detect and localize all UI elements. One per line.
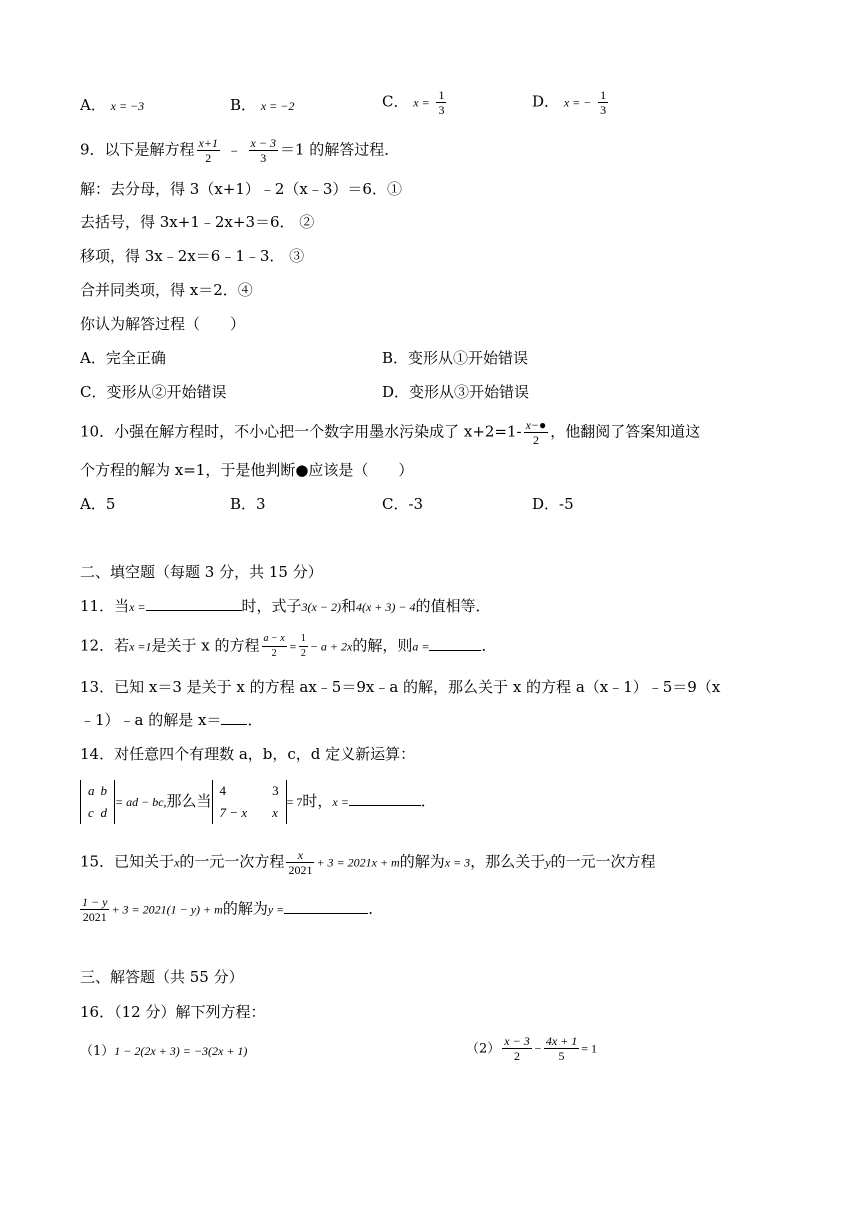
q13-line1: 13．已知 x＝3 是关于 x 的方程 ax﹣5＝9x﹣a 的解，那么关于 x 的方程 a（x﹣1）﹣5＝9（x bbox=[80, 678, 721, 696]
fraction: $\frac{x-●}{2}$ bbox=[525, 418, 547, 447]
section-2-heading: 二、填空题（每题 3 分，共 15 分） bbox=[80, 563, 323, 581]
q9-step-2: 去括号，得 3x+1﹣2x+3＝6． ② bbox=[80, 213, 315, 231]
fraction: $\frac{x - 3}{2}$ bbox=[504, 1034, 530, 1063]
q9-option-d: D．变形从③开始错误 bbox=[382, 383, 530, 401]
q10-option-c: C．-3 bbox=[382, 495, 424, 513]
q11: 11．当x = 时，式子3(x − 2)和4(x + 3) − 4的值相等． bbox=[80, 597, 491, 615]
q12: 12．若x =1是关于 x 的方程 $\frac{a - x}{2}$ = $\frac{1}{2}$ − a + 2x的解，则a = ． bbox=[80, 633, 497, 659]
q8-option-c: C． x = $\frac{1}{3}$ bbox=[382, 88, 445, 117]
q9-step-4: 合并同类项，得 x＝2．④ bbox=[80, 281, 253, 299]
q14-line1: 14．对任意四个有理数 a，b，c，d 定义新运算： bbox=[80, 745, 416, 763]
fraction: $\frac{1}{2}$ bbox=[300, 633, 306, 659]
q16-part-1: （1）1 − 2(2x + 3) = −3(2x + 1) bbox=[80, 1044, 248, 1059]
fraction: $\frac{x - 3}{3}$ bbox=[250, 136, 276, 165]
answer-blank[interactable] bbox=[349, 791, 421, 806]
q16-part-2: （2） $\frac{x - 3}{2}$ − $\frac{4x + 1}{5}$ = 1 bbox=[466, 1034, 598, 1063]
fraction: $\frac{x+1}{2}$ bbox=[198, 136, 218, 165]
q9-step-1: 解：去分母，得 3（x+1）﹣2（x﹣3）＝6．① bbox=[80, 180, 402, 198]
q9-option-b: B．变形从①开始错误 bbox=[382, 349, 529, 367]
determinant-example: 4 3 7 − x x bbox=[212, 780, 287, 824]
fraction: $\frac{1}{3}$ bbox=[438, 88, 445, 117]
q14-line2: a b c d = ad − bc,那么当 4 3 7 − x x = 7时，x = ． bbox=[80, 780, 436, 824]
q9-step-3: 移项，得 3x﹣2x＝6﹣1﹣3． ③ bbox=[80, 247, 305, 265]
answer-blank[interactable] bbox=[429, 636, 481, 651]
q15-line1: 15．已知关于x的一元一次方程 $\frac{x}{2021}$ + 3 = 2021x + m的解为x = 3，那么关于y的一元一次方程 bbox=[80, 848, 656, 877]
fraction: $\frac{1 - y}{2021}$ bbox=[82, 895, 108, 924]
fraction: $\frac{4x + 1}{5}$ bbox=[545, 1034, 578, 1063]
q9-stem: 9．以下是解方程 $\frac{x+1}{2}$ ﹣ $\frac{x - 3}{3}$ ＝1 的解答过程． bbox=[80, 136, 400, 165]
fraction: $\frac{1}{3}$ bbox=[600, 88, 607, 117]
q10-option-a: A．5 bbox=[80, 495, 116, 513]
q10-option-b: B．3 bbox=[230, 495, 266, 513]
q9-question: 你认为解答过程（ ） bbox=[80, 315, 246, 333]
answer-blank[interactable] bbox=[221, 710, 247, 725]
q10-stem-line1: 10．小强在解方程时，不小心把一个数字用墨水污染成了 x+2=1- $\frac{x-●}{2}$ ，他翻阅了答案知道这 bbox=[80, 418, 701, 447]
fraction: $\frac{x}{2021}$ bbox=[288, 848, 313, 877]
q8-option-d: D． x = − $\frac{1}{3}$ bbox=[532, 88, 607, 117]
fraction: $\frac{a - x}{2}$ bbox=[263, 633, 285, 659]
q9-option-a: A．完全正确 bbox=[80, 349, 166, 367]
q8-option-b: B． x = −2 bbox=[230, 96, 295, 114]
q10-option-d: D．-5 bbox=[532, 495, 574, 513]
q16-head: 16．（12 分）解下列方程： bbox=[80, 1003, 266, 1021]
q10-stem-line2: 个方程的解为 x=1，于是他判断●应该是（ ） bbox=[80, 461, 414, 479]
q13-line2: ﹣1）﹣a 的解是 x＝ ． bbox=[80, 711, 263, 729]
answer-blank[interactable] bbox=[146, 596, 242, 611]
q8-option-a: A． x = −3 bbox=[80, 96, 145, 114]
answer-blank[interactable] bbox=[284, 899, 368, 914]
determinant-definition: a b c d bbox=[80, 780, 115, 824]
q15-line2: $\frac{1 - y}{2021}$ + 3 = 2021(1 − y) + m的解为y = ． bbox=[82, 895, 384, 924]
section-3-heading: 三、解答题（共 55 分） bbox=[80, 968, 244, 986]
q9-option-c: C．变形从②开始错误 bbox=[80, 383, 227, 401]
